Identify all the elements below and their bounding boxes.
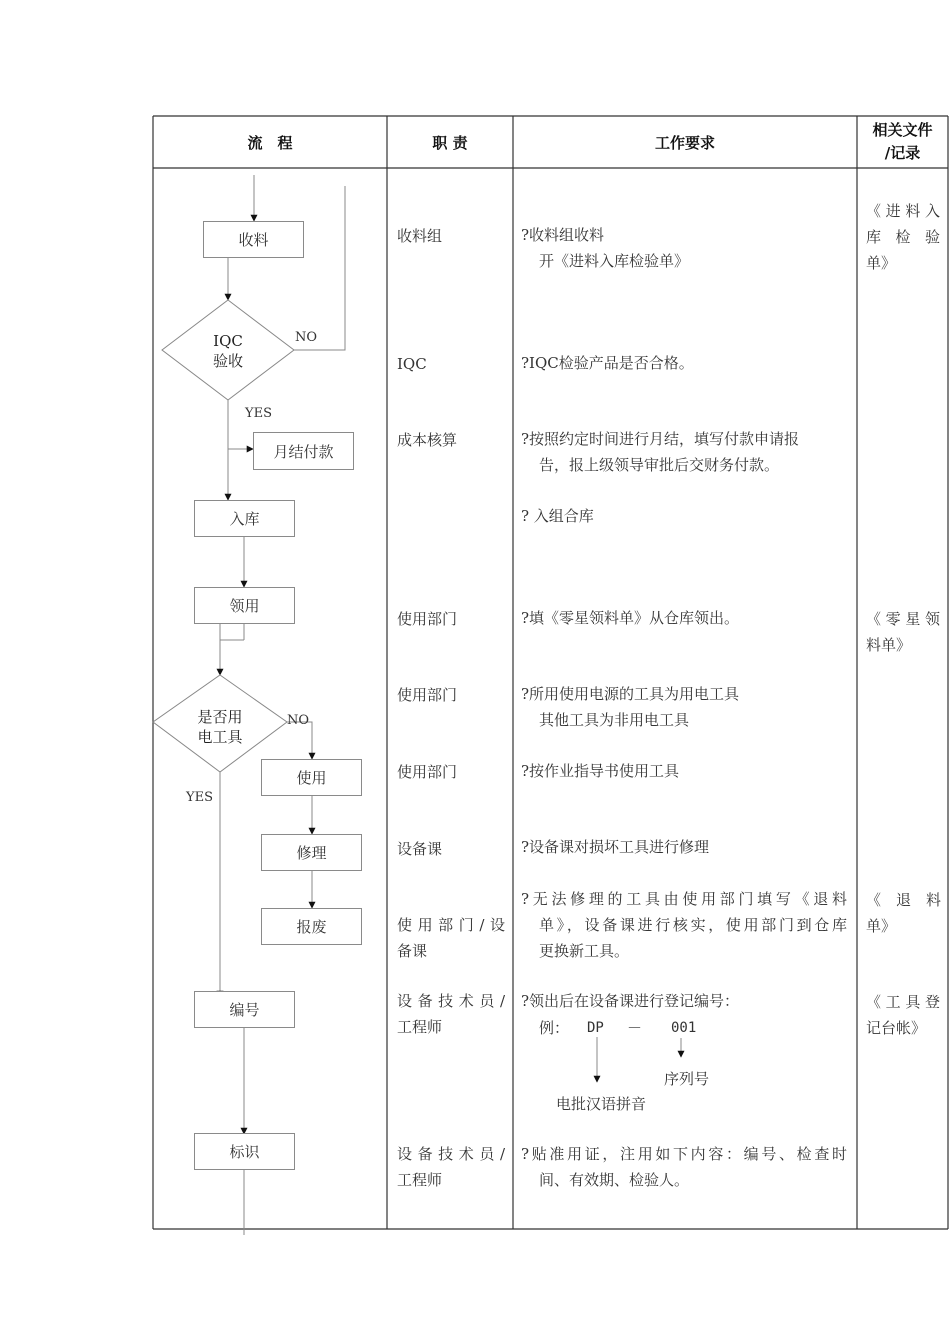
electric-line2: 电工具 [197,728,243,746]
req-6-line2: 其他工具为非用电工具 [539,711,690,729]
doc-1-line3: 单》 [866,254,897,272]
flow-box-monthly-payment: 月结付款 [253,432,354,470]
duty-2: IQC [397,355,427,373]
duty-1: 收料组 [397,227,443,245]
req-6 [521,681,739,733]
duty-7: 设备课 [397,840,443,858]
table-grid [153,116,948,1229]
req-10-dash: － [627,1019,643,1037]
header-docs [857,116,948,168]
duty-10 [397,1141,505,1193]
req-2: ?IQC检验产品是否合格。 [521,354,694,372]
flow-no-label-2: NO [287,713,310,728]
doc-2 [866,606,940,658]
header-requirements: 工作要求 [654,133,715,152]
req-9-line1: ?无法修理的工具由使用部门填写《退料 [521,890,847,908]
flow-diamond-electric-label [170,707,270,747]
duty-9 [397,988,505,1040]
req-10-line1: ?领出后在设备课进行登记编号： [521,992,740,1010]
duty-8 [397,912,505,964]
flow-box-marking: 标识 [194,1133,295,1170]
flow-box-numbering: 编号 [194,991,295,1028]
doc-1 [866,198,940,276]
duty-9-line1: 设备技术员/ [397,992,505,1010]
iqc-line1: IQC [213,332,243,350]
req-11-line2: 间、有效期、检验人。 [539,1171,690,1189]
req-6-line1: ?所用使用电源的工具为用电工具 [521,685,740,703]
doc-4 [866,989,940,1041]
req-3 [521,426,799,478]
doc-3-line2: 单》 [866,917,897,935]
doc-3-line1: 《 退 料 [866,891,942,909]
doc-1-line1: 《进料入 [866,202,940,220]
doc-1-line2: 库检验 [866,228,940,246]
flow-box-use: 使用 [261,759,362,796]
header-duty: 职 责 [432,133,468,152]
flow-box-repair: 修理 [261,834,362,871]
req-11 [521,1141,847,1193]
req-3-line1: ?按照约定时间进行月结，填写付款申请报 [521,430,800,448]
req-7: ?按作业指导书使用工具 [521,762,680,780]
req-10-num: 001 [671,1020,697,1036]
req-9 [521,886,847,964]
flow-diamond-iqc-label [178,331,278,371]
header-docs-line1: 相关文件 [872,121,933,139]
req-5: ?填《零星领料单》从仓库领出。 [521,609,740,627]
req-9-line3: 更换新工具。 [539,942,630,960]
flow-box-scrap: 报废 [261,908,362,945]
req-1-line1: ?收料组收料 [521,226,605,244]
doc-2-line2: 料单》 [866,636,912,654]
flow-box-warehouse: 入库 [194,500,295,537]
req-1-line2: 开《进料入库检验单》 [539,252,690,270]
req-10-dp: DP [587,1020,604,1036]
doc-2-line1: 《零星领 [866,610,940,628]
iqc-line2: 验收 [212,352,243,370]
duty-10-line1: 设备技术员/ [397,1145,505,1163]
duty-8-line1: 使用部门/设 [397,916,505,934]
electric-line1: 是否用 [197,708,243,726]
req-10-serial: 序列号 [664,1070,710,1088]
req-1 [521,222,689,274]
header-process: 流 程 [247,133,293,152]
duty-10-line2: 工程师 [397,1171,443,1189]
flow-box-receive: 收料 [203,221,304,258]
flow-box-requisition: 领用 [194,587,295,624]
req-10-example: 例： [539,1019,570,1037]
header-docs-line2: /记录 [884,144,921,162]
req-9-line2: 单》，设备课进行核实，使用部门到仓库 [539,916,847,934]
doc-3 [866,887,940,939]
req-4: ? 入组合库 [521,507,594,525]
duty-8-line2: 备课 [397,942,428,960]
req-8: ?设备课对损坏工具进行修理 [521,838,710,856]
doc-4-line1: 《工具登 [866,993,940,1011]
duty-3: 成本核算 [397,431,458,449]
flow-no-label-1: NO [295,330,318,345]
duty-6: 使用部门 [397,763,458,781]
doc-4-line2: 记台帐》 [866,1019,927,1037]
req-11-line1: ?贴准用证，注用如下内容：编号、检查时 [521,1145,847,1163]
duty-4: 使用部门 [397,610,458,628]
flow-yes-label-2: YES [186,790,213,805]
duty-9-line2: 工程师 [397,1018,443,1036]
flow-yes-label-1: YES [245,406,272,421]
req-10-pinyin: 电批汉语拼音 [556,1095,647,1113]
duty-5: 使用部门 [397,686,458,704]
req-3-line2: 告，报上级领导审批后交财务付款。 [539,456,780,474]
